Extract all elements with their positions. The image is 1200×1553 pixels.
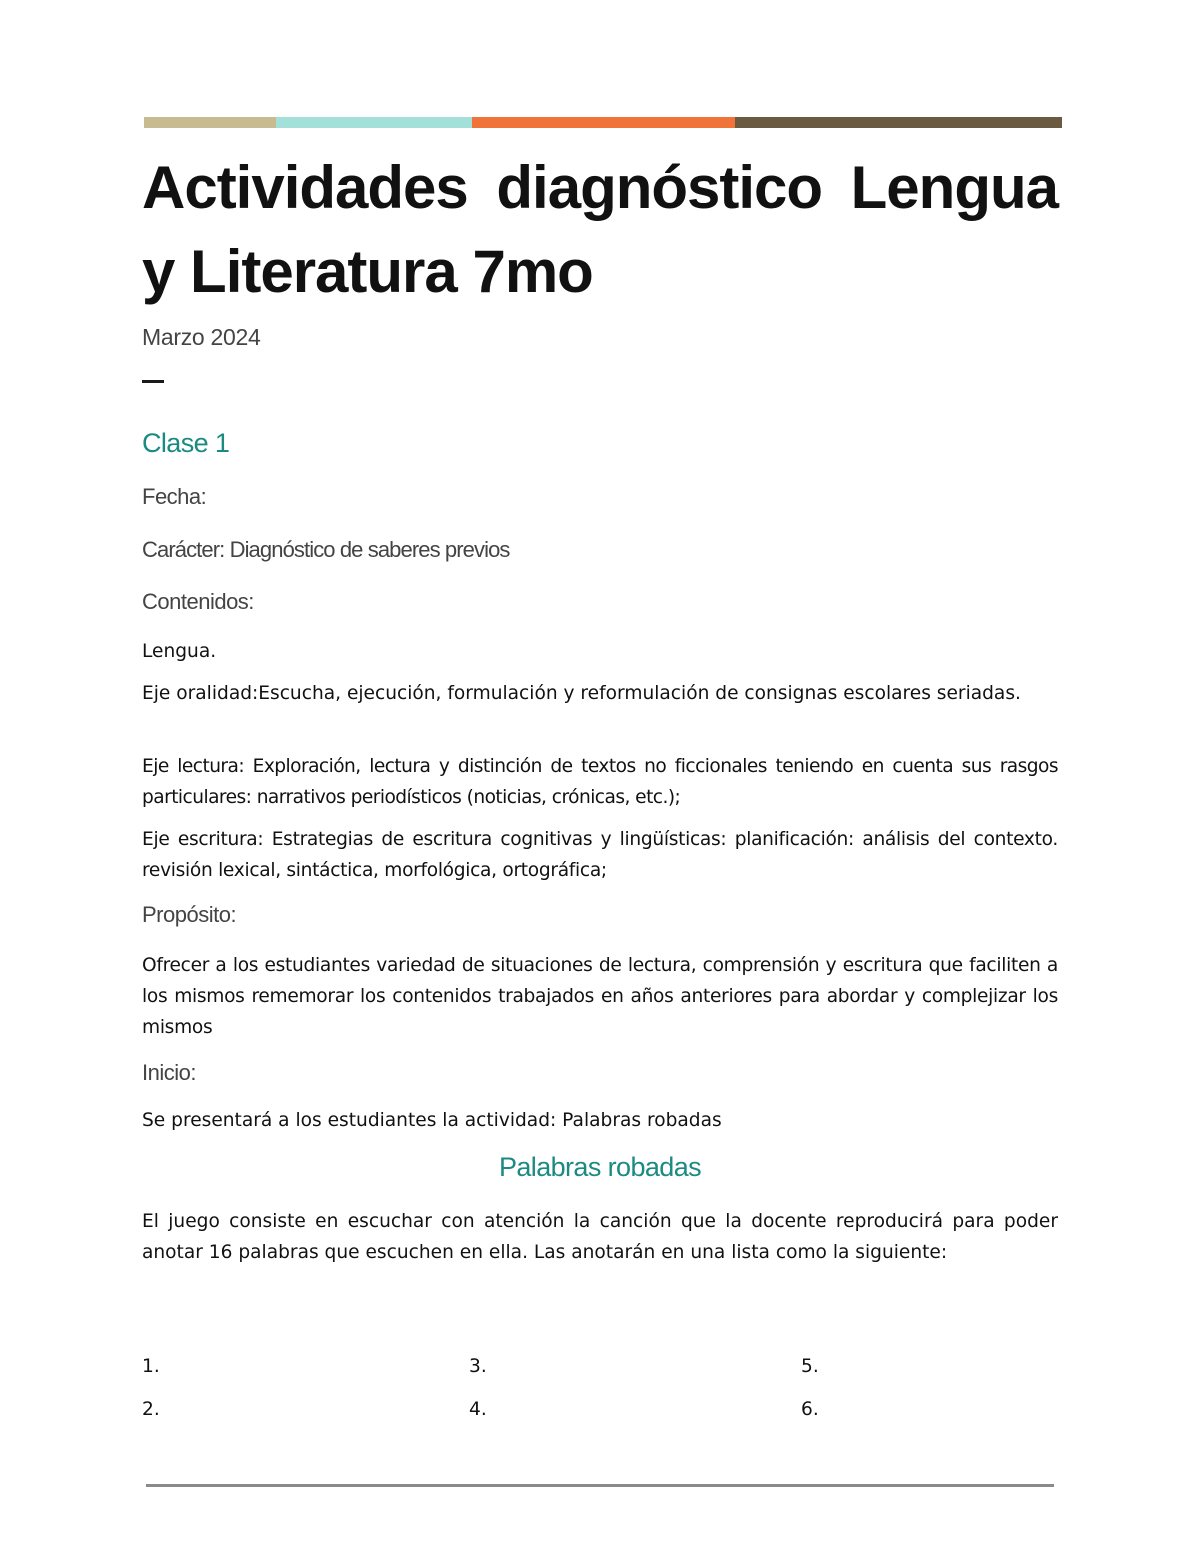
caracter-label: Carácter: Diagnóstico de saberes previos [142,537,510,562]
color-bar-segment-3 [472,117,735,128]
fecha-label: Fecha: [142,484,207,509]
activity-heading: Palabras robadas [498,1152,702,1182]
eje-oralidad-paragraph: Eje oralidad:Escucha, ejecución, formulación y reformulación de consignas escolares seriadas. [142,683,1021,704]
eje-lectura-paragraph: Eje lectura: Exploración, lectura y distinción de textos no ficcionales teniendo en cuenta sus rasgos particulares: narrativos periodísticos (noticias, crónicas, etc.); [142,756,1058,808]
title-separator-dash [142,380,164,383]
list-item: 6. [801,1399,819,1420]
list-item: 2. [142,1399,160,1420]
document-date: Marzo 2024 [142,324,261,350]
activity-paragraph: El juego consiste en escuchar con atención la canción que la docente reproducirá para poder anotar 16 palabras que escuchen en ella. Las anotarán en una lista como la siguiente: [142,1211,1058,1263]
document-page [142,0,1058,1553]
lengua-paragraph: Lengua. [142,641,217,662]
decorative-color-bar [144,117,1062,128]
eje-escritura-paragraph: Eje escritura: Estrategias de escritura cognitivas y lingüísticas: planificación: análisis del contexto. revisión lexical, sintáctica, morfológica, ortográfica; [142,829,1058,881]
contenidos-label: Contenidos: [142,589,254,614]
inicio-paragraph: Se presentará a los estudiantes la actividad: Palabras robadas [142,1110,722,1131]
list-item: 4. [469,1399,487,1420]
list-item: 5. [801,1356,819,1377]
inicio-label: Inicio: [142,1060,196,1085]
color-bar-segment-1 [144,117,276,128]
list-item: 3. [469,1356,487,1377]
section-heading: Clase 1 [142,428,230,458]
proposito-paragraph: Ofrecer a los estudiantes variedad de situaciones de lectura, comprensión y escritura que faciliten a los mismos rememorar los contenidos trabajados en años anteriores para abordar y complejizar los mismos [142,955,1058,1038]
list-item: 1. [142,1356,160,1377]
proposito-label: Propósito: [142,902,237,927]
document-title: Actividades diagnóstico Lengua y Literatura 7mo [142,154,1058,305]
color-bar-segment-4 [735,117,1062,128]
bottom-rule [146,1484,1054,1487]
color-bar-segment-2 [276,117,472,128]
